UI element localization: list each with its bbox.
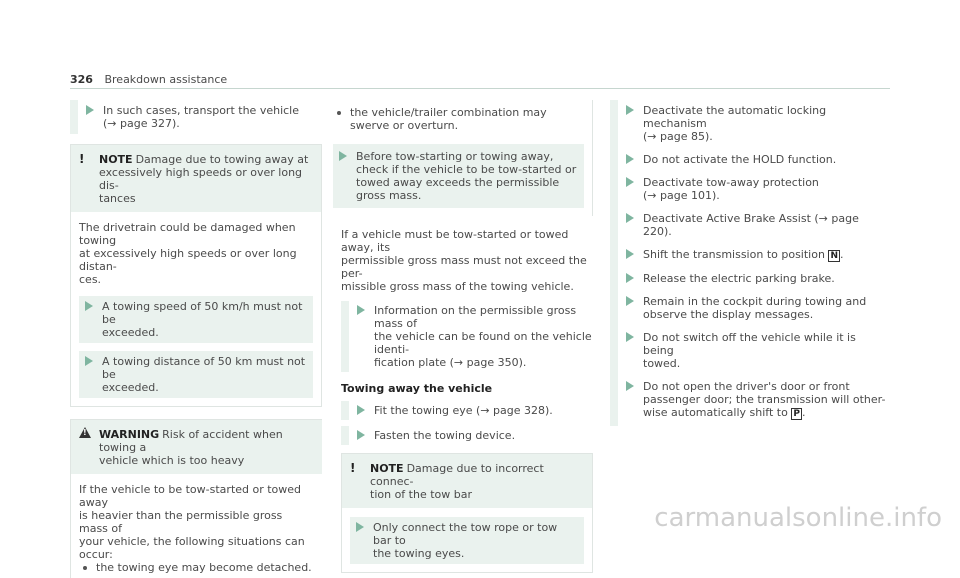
step-transport: In such cases, transport the vehicle (→ page 327). [70,100,322,134]
step-parking-brake: Release the electric parking brake. [626,272,890,285]
note-header: ! NOTE Damage due to incorrect connec- tion of the tow bar [342,454,592,508]
column-3 [610,100,890,426]
header-rule [70,88,890,89]
step-arrow-icon [339,151,347,161]
note-step-1: A towing speed of 50 km/h must not be exceeded. [79,296,313,343]
intro-paragraph: If a vehicle must be tow-started or towed away, its permissible gross mass must not exceed the per- missible gross mass of the towing vehicle. [341,228,587,293]
step-arrow-icon [357,405,365,415]
step-arrow-icon [86,105,94,115]
step-arrow-icon [626,177,634,187]
note-body: The drivetrain could be damaged when towing at excessively high speeds or over long distan- ces. A towing speed of 50 km/h must not be exceeded. A towing distance of 50 km must not be exceeded. [71,212,321,406]
bullet-dot [337,111,341,115]
note-step: Only connect the tow rope or tow bar to the towing eyes. [350,517,584,564]
step-arrow-icon [626,105,634,115]
step-arrow-icon [626,249,634,259]
section-title: Breakdown assistance [104,73,228,86]
step-brake-assist: Deactivate Active Brake Assist (→ page 220). [626,212,890,238]
warning-box [70,419,322,578]
step-arrow-icon [626,273,634,283]
page-header [70,73,227,86]
step-deactivate-locking: Deactivate the automatic locking mechanism (→ page 85). [626,104,890,143]
column-2 [325,100,593,573]
warning-keyword: WARNING [99,428,160,441]
warning-triangle-icon [79,427,91,438]
step-info-gross-mass: Information on the permissible gross mass of the vehicle can be found on the vehicle identi- fication plate (→ page 350). [341,301,593,372]
step-fit-eye: Fit the towing eye (→ page 328). [341,401,593,420]
step-no-open-door: Do not open the driver's door or front passenger door; the transmission will other- wise automatically shift to P . [626,380,890,420]
warning-header: ! WARNING Risk of accident when towing a vehicle which is too heavy [71,420,322,474]
step-arrow-icon [626,154,634,164]
note-body [342,508,592,572]
step-arrow-icon [85,301,93,311]
warning-continued [325,100,593,216]
watermark: carmanualsonline.info [654,503,942,533]
step-arrow-icon [626,332,634,342]
steps-list [610,100,890,426]
page-number: 326 [70,73,93,86]
step-fasten-device: Fasten the towing device. [341,426,593,445]
step-arrow-icon [626,213,634,223]
note-header: ! NOTE Damage due to towing away at excessively high speeds or over long dis- tances [71,145,321,212]
step-tow-away-protection: Deactivate tow-away protection (→ page 101). [626,176,890,202]
page-link[interactable]: fication plate (→ page 350). [374,356,527,369]
step-arrow-icon [356,522,364,532]
step-shift-neutral: Shift the transmission to position N . [626,248,890,262]
step-no-switch-off: Do not switch off the vehicle while it is being towed. [626,331,890,370]
step-arrow-icon [357,430,365,440]
bullet-dot [83,566,87,570]
note-box [70,144,322,407]
step-arrow-icon [357,305,365,315]
warning-bullet-2: the vehicle/trailer combination may swerve or overturn. [333,106,584,132]
exclamation-icon: ! [350,461,356,475]
column-1 [70,100,322,578]
step-arrow-icon [626,296,634,306]
section-heading: Towing away the vehicle [341,382,493,395]
page-link[interactable]: (→ page 85). [643,130,713,143]
warning-body: If the vehicle to be tow-started or towed away is heavier than the permissible gross mass of your vehicle, the following situations can occur: the towing eye may become detached. [71,474,322,578]
exclamation-icon: ! [79,152,85,166]
note-step-2: A towing distance of 50 km must not be exceeded. [79,351,313,398]
gear-p-symbol: P [793,409,800,419]
step-hold: Do not activate the HOLD function. [626,153,890,166]
note-keyword: NOTE [370,462,404,475]
step-arrow-icon [626,381,634,391]
gear-n-symbol: N [830,251,838,261]
page-link[interactable]: (→ page 327). [103,117,180,130]
note-box-2 [341,453,593,573]
step-arrow-icon [85,356,93,366]
warning-step: Before tow-starting or towing away, check if the vehicle to be tow-started or towed away exceeds the permissible gross mass. [333,144,584,208]
note-keyword: NOTE [99,153,133,166]
warning-bullet-1: the towing eye may become detached. [79,561,314,574]
step-remain-cockpit: Remain in the cockpit during towing and observe the display messages. [626,295,890,321]
page-link[interactable]: (→ page 101). [643,189,720,202]
